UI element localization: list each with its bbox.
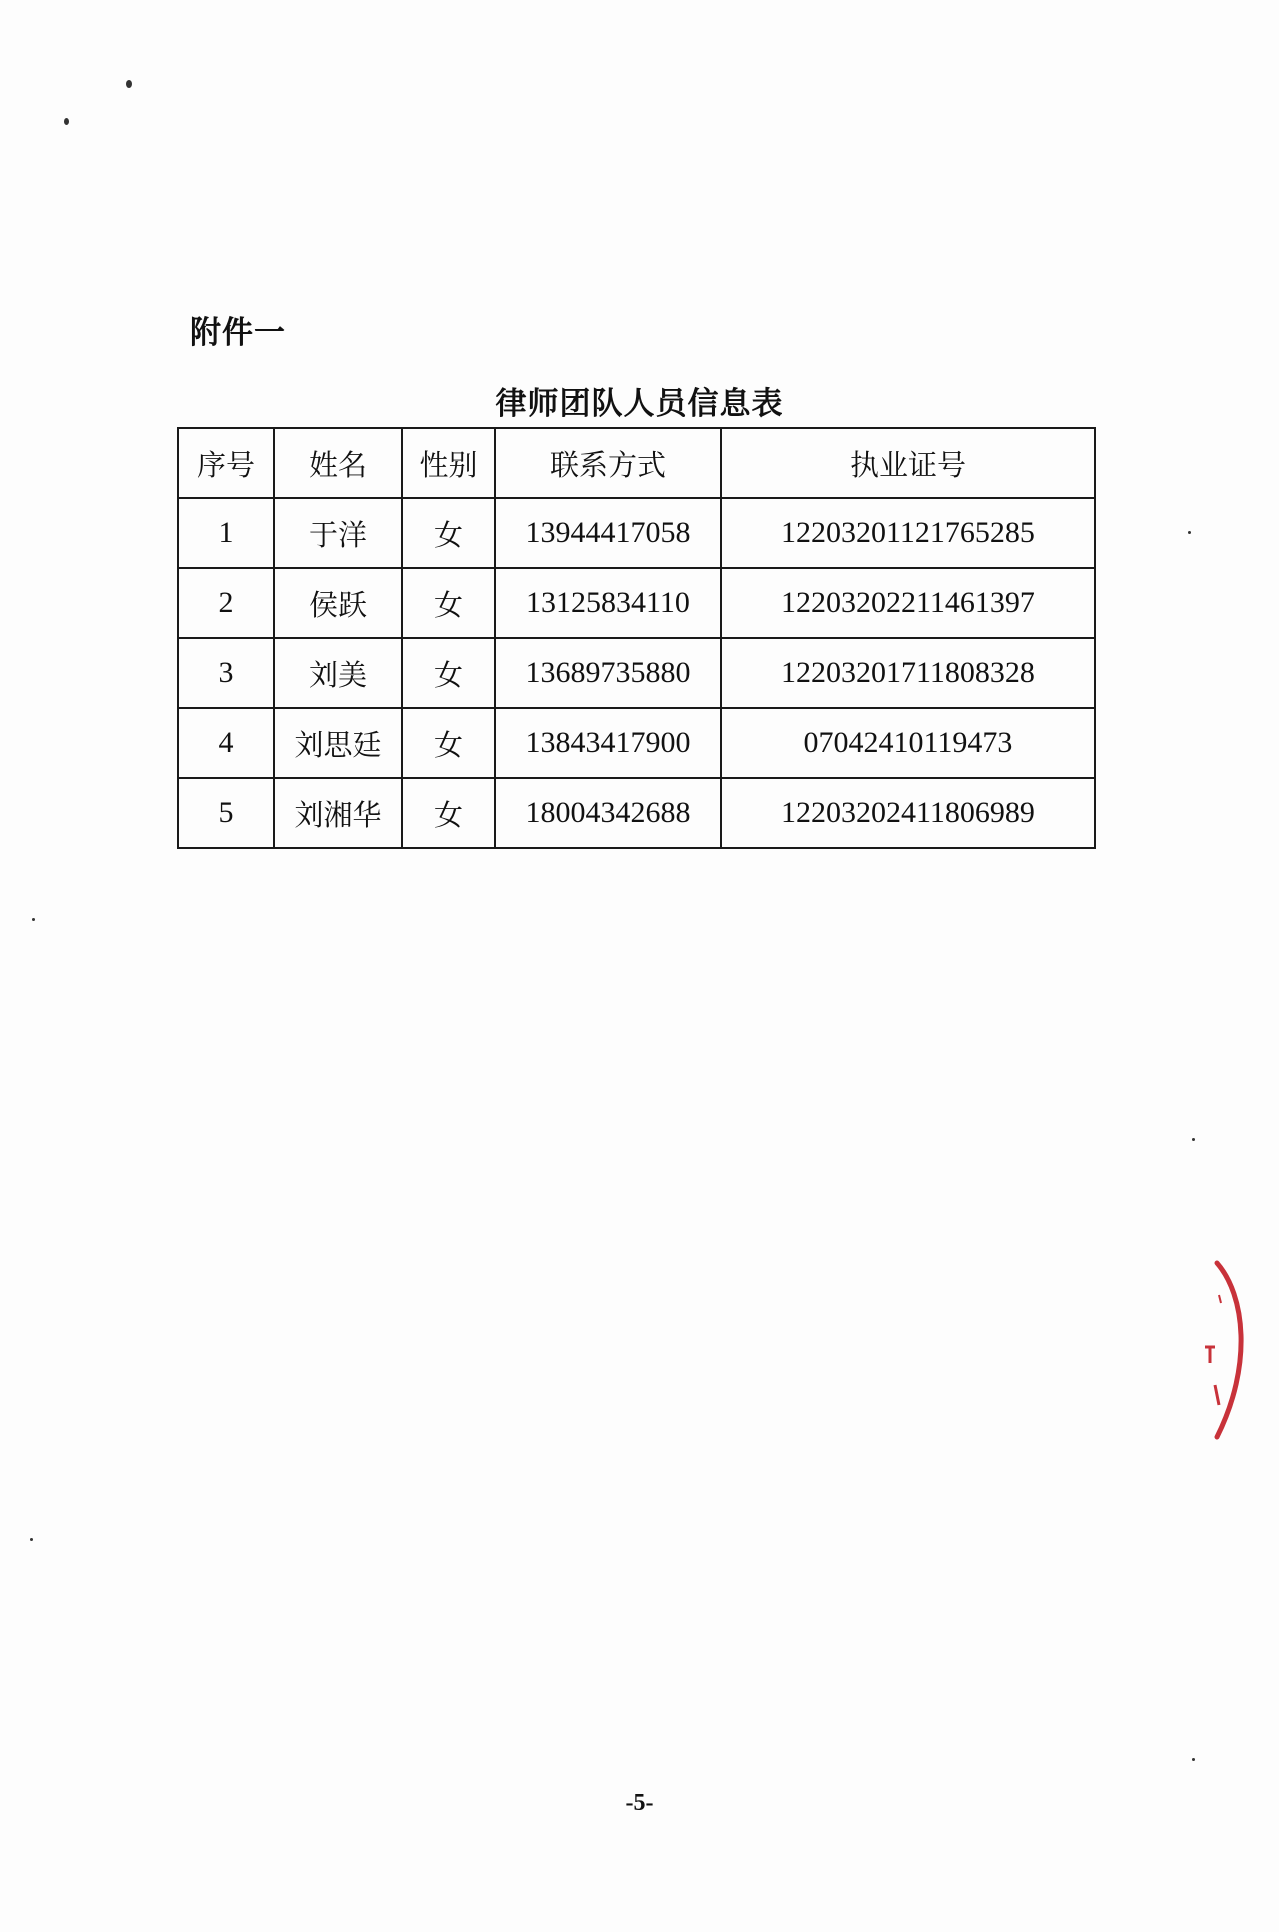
cell-index: 4	[178, 708, 274, 778]
cell-gender: 女	[402, 778, 495, 848]
scan-speck	[1192, 1758, 1195, 1761]
scan-speck	[64, 118, 69, 125]
cell-license-number: 12203201121765285	[721, 498, 1095, 568]
cell-name: 刘湘华	[274, 778, 402, 848]
table-row	[178, 778, 1095, 848]
table-row	[178, 498, 1095, 568]
cell-gender: 女	[402, 708, 495, 778]
header-gender: 性别	[402, 428, 495, 498]
table-title: 律师团队人员信息表	[495, 386, 784, 422]
cell-contact: 13944417058	[495, 498, 721, 568]
scan-speck	[32, 918, 35, 921]
cell-license-number: 12203201711808328	[721, 638, 1095, 708]
page-number: -5-	[625, 1790, 654, 1816]
attachment-label: 附件一	[190, 315, 286, 351]
cell-contact: 18004342688	[495, 778, 721, 848]
table-row	[178, 708, 1095, 778]
scan-speck	[126, 80, 132, 88]
cell-name: 刘美	[274, 638, 402, 708]
lawyer-team-table	[177, 427, 1096, 849]
scan-speck	[1188, 531, 1191, 534]
cell-contact: 13843417900	[495, 708, 721, 778]
table-row	[178, 638, 1095, 708]
cell-name: 刘思廷	[274, 708, 402, 778]
header-contact: 联系方式	[495, 428, 721, 498]
cell-index: 1	[178, 498, 274, 568]
cell-contact: 13125834110	[495, 568, 721, 638]
scan-speck	[30, 1538, 33, 1541]
scan-speck	[1192, 1138, 1195, 1141]
cell-gender: 女	[402, 568, 495, 638]
cell-gender: 女	[402, 498, 495, 568]
header-index: 序号	[178, 428, 274, 498]
header-name: 姓名	[274, 428, 402, 498]
cell-license-number: 12203202211461397	[721, 568, 1095, 638]
header-license-number: 执业证号	[721, 428, 1095, 498]
cell-license-number: 07042410119473	[721, 708, 1095, 778]
cell-license-number: 12203202411806989	[721, 778, 1095, 848]
cell-name: 于洋	[274, 498, 402, 568]
table-row	[178, 568, 1095, 638]
red-seal-stamp	[1175, 1255, 1255, 1445]
table-header-row	[178, 428, 1095, 498]
cell-contact: 13689735880	[495, 638, 721, 708]
cell-gender: 女	[402, 638, 495, 708]
cell-index: 2	[178, 568, 274, 638]
cell-index: 5	[178, 778, 274, 848]
cell-name: 侯跃	[274, 568, 402, 638]
cell-index: 3	[178, 638, 274, 708]
